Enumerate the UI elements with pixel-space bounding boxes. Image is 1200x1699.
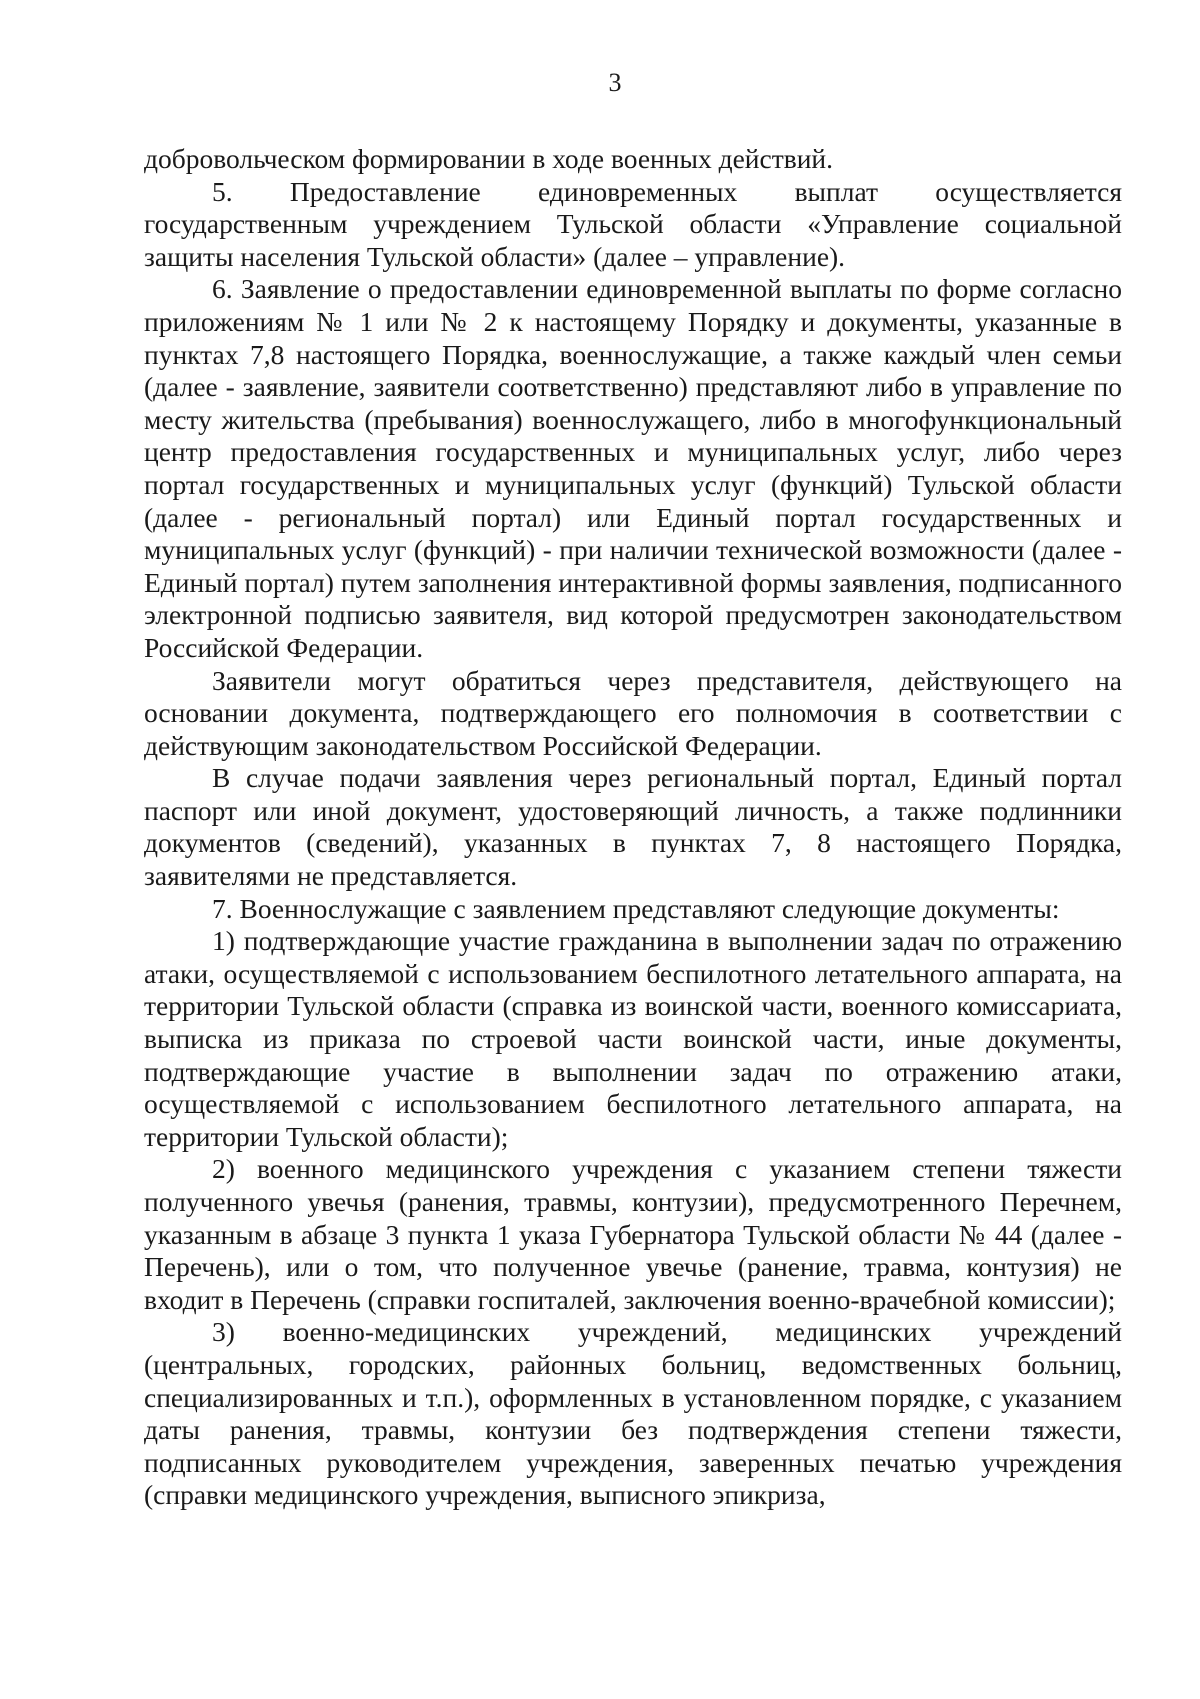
- paragraph-continuation: добровольческом формировании в ходе военных действий.: [144, 143, 834, 174]
- paragraph-portal-submission: В случае подачи заявления через региональный портал, Единый портал паспорт или иной документ, удостоверяющий личность, а также подлинники документов (сведений), указанных в пунктах 7, 8 настоящего Порядка, заявителями не представляется.: [144, 762, 1122, 892]
- paragraph-item-7: 7. Военнослужащие с заявлением представляют следующие документы:: [212, 892, 1060, 924]
- paragraph-subitem-3: 3) военно-медицинских учреждений, медицинских учреждений (центральных, городских, районных больниц, ведомственных больниц, специализированных и т.п.), оформленных в установленном порядке, с указанием даты ранения, травмы, контузии без подтверждения степени тяжести, подписанных руководителем учреждения, заверенных печатью учреждения (справки медицинского учреждения, выписного эпикриза,: [144, 1316, 1122, 1511]
- paragraph-subitem-1: 1) подтверждающие участие гражданина в выполнении задач по отражению атаки, осуществляемой с использованием беспилотного летательного аппарата, на территории Тульской области (справка из воинской части, военного комиссариата, выписка из приказа по строевой части воинской части, иные документы, подтверждающие участие в выполнении задач по отражению атаки, осуществляемой с использованием беспилотного летательного аппарата, на территории Тульской области);: [144, 925, 1122, 1152]
- paragraph-subitem-2: 2) военного медицинского учреждения с указанием степени тяжести полученного увечья (ранения, травмы, контузии), предусмотренного Перечнем, указанным в абзаце 3 пункта 1 указа Губернатора Тульской области № 44 (далее - Перечень), или о том, что полученное увечье (ранение, травма, контузия) не входит в Перечень (справки госпиталей, заключения военно-врачебной комиссии);: [144, 1153, 1122, 1315]
- document-body: [144, 143, 1122, 1512]
- paragraph-representative: Заявители могут обратиться через представителя, действующего на основании документа, подтверждающего его полномочия в соответствии с действующим законодательством Российской Федерации.: [144, 664, 1122, 761]
- paragraph-item-6: 6. Заявление о предоставлении единовременной выплаты по форме согласно приложениям № 1 или № 2 к настоящему Порядку и документы, указанные в пунктах 7,8 настоящего Порядка, военнослужащие, а также каждый член семьи (далее - заявление, заявители соответственно) представляют либо в управление по месту жительства (пребывания) военнослужащего, либо в многофункциональный центр предоставления государственных и муниципальных услуг, либо через портал государственных и муниципальных услуг (функций) Тульской области (далее - региональный портал) или Единый портал государственных и муниципальных услуг (функций) - при наличии технической возможности (далее - Единый портал) путем заполнения интерактивной формы заявления, подписанного электронной подписью заявителя, вид которой предусмотрен законодательством Российской Федерации.: [144, 273, 1122, 663]
- page-number: 3: [608, 68, 622, 97]
- paragraph-item-5: 5. Предоставление единовременных выплат осуществляется государственным учреждением Тульской области «Управление социальной защиты населения Тульской области» (далее – управление).: [144, 175, 1122, 272]
